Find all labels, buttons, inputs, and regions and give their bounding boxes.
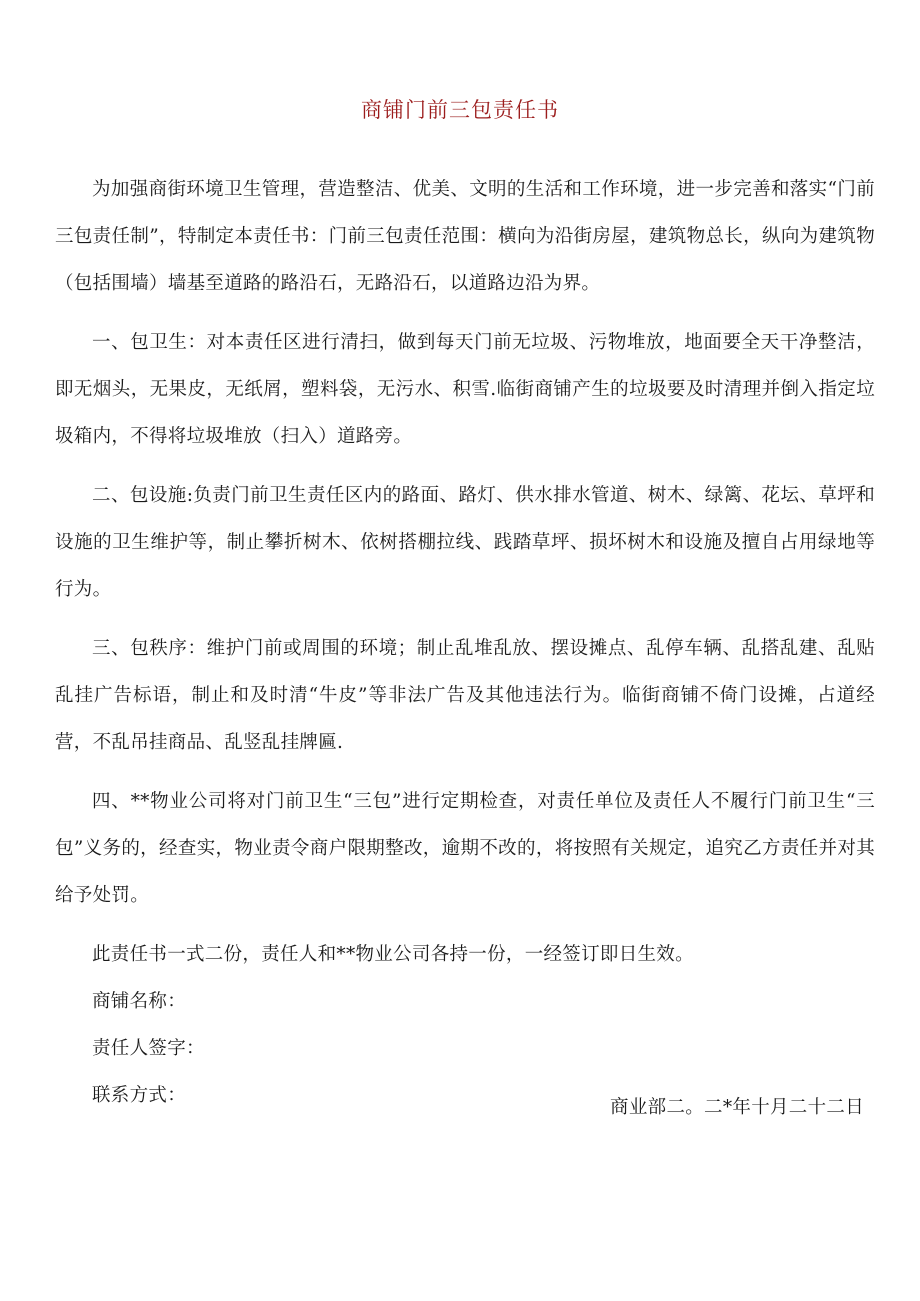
document-title: 商铺门前三包责任书 xyxy=(361,98,559,122)
shop-name-field: 商铺名称： xyxy=(92,991,187,1012)
intro-paragraph: 为加强商街环境卫生管理，营造整洁、优美、文明的生活和工作环境，进一步完善和落实“门前三包责任制”，特制定本责任书：门前三包责任范围：横向为沿街房屋，建筑物总长，纵向为建筑物（包括围墙）墙基至道路的路沿石，无路沿石，以道路边沿为界。 xyxy=(55,179,875,294)
document-body xyxy=(55,166,875,1119)
closing-statement: 此责任书一式二份，责任人和**物业公司各持一份，一经签订即日生效。 xyxy=(92,944,694,965)
clause-inspection: 四、**物业公司将对门前卫生“三包”进行定期检查，对责任单位及责任人不履行门前卫生“三包”义务的，经查实，物业责令商户限期整改，逾期不改的，将按照有关规定，追究乙方责任并对其给予处罚。 xyxy=(55,791,875,906)
contact-field: 联系方式： xyxy=(92,1085,187,1106)
clause-order: 三、包秩序：维护门前或周围的环境；制止乱堆乱放、摆设摊点、乱停车辆、乱搭乱建、乱贴乱挂广告标语，制止和及时清“牛皮”等非法广告及其他违法行为。临街商铺不倚门设摊，占道经营，不乱吊挂商品、乱竖乱挂牌匾. xyxy=(55,638,875,753)
issuer-date: 商业部二。二*年十月二十二日 xyxy=(610,1097,864,1118)
clause-sanitation: 一、包卫生：对本责任区进行清扫，做到每天门前无垃圾、污物堆放，地面要全天干净整洁，即无烟头，无果皮，无纸屑，塑料袋，无污水、积雪.临街商铺产生的垃圾要及时清理并倒入指定垃圾箱内，不得将垃圾堆放（扫入）道路旁。 xyxy=(55,332,875,447)
signature-field: 责任人签字： xyxy=(92,1038,205,1059)
clause-facilities: 二、包设施:负责门前卫生责任区内的路面、路灯、供水排水管道、树木、绿篱、花坛、草坪和设施的卫生维护等，制止攀折树木、依树搭棚拉线、践踏草坪、损坏树木和设施及擅自占用绿地等行为。 xyxy=(55,485,875,600)
